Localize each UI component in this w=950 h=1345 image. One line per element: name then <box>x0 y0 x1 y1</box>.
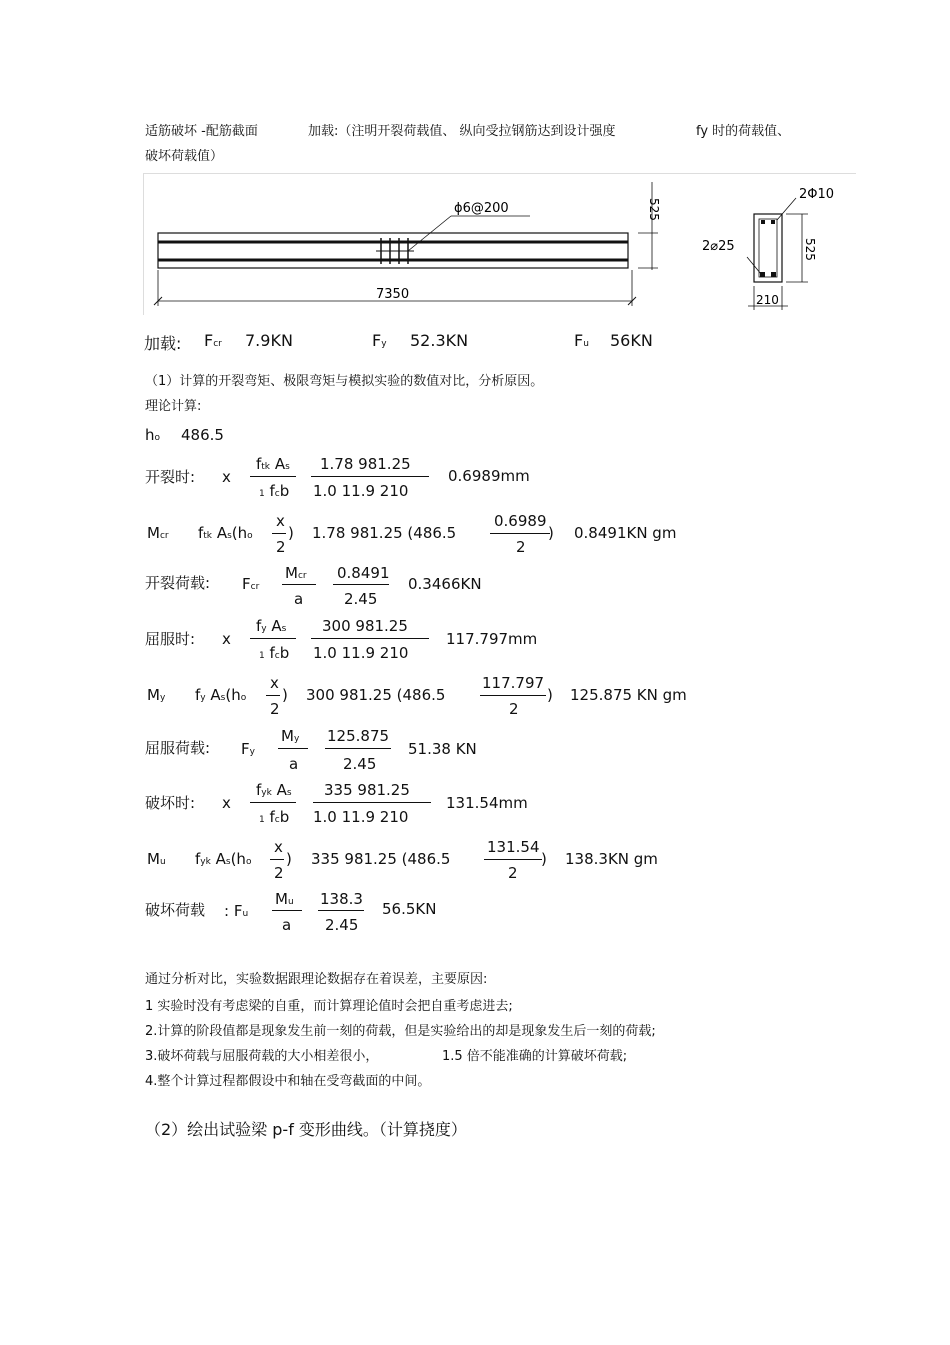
mu-frac-num: 131.54 <box>487 838 540 856</box>
analysis-point-1: 1 实验时没有考虑梁的自重，而计算理论值时会把自重考虑进去; <box>145 999 513 1014</box>
fu-vnum: 138.3 <box>320 890 363 908</box>
fy-F: Fy <box>241 740 255 758</box>
fu-symbol: Fu <box>574 331 589 350</box>
fcr-symbol: Fcr <box>204 331 222 350</box>
fy-label: 屈服荷载: <box>145 739 211 757</box>
question-1: （1）计算的开裂弯矩、极限弯矩与模拟实验的数值对比，分析原因。 <box>145 374 544 389</box>
mu-values: 335 981.25 (486.5 <box>311 850 451 868</box>
mu-frac-den: 2 <box>508 864 518 882</box>
fcr-vnum: 0.8491 <box>337 564 390 582</box>
my-frac-num: 117.797 <box>482 674 545 692</box>
mcr-frac-close: ) <box>548 524 554 542</box>
fu-M: Mu <box>275 890 294 908</box>
mu-x-den: 2 <box>274 864 284 882</box>
yield-num-values: 300 981.25 <box>322 617 408 635</box>
my-frac-close: ) <box>547 686 553 704</box>
bottom-bars-label: 2⌀25 <box>702 239 735 254</box>
stirrup-label: ϕ6@200 <box>454 201 509 216</box>
mu-result: 138.3KN gm <box>565 850 658 868</box>
fu-label: 破坏荷载 <box>145 901 206 919</box>
theory-heading: 理论计算: <box>145 399 202 414</box>
fy-value: 52.3KN <box>410 331 469 350</box>
h0-symbol: ho <box>145 426 161 444</box>
fu-value: 56KN <box>610 331 653 350</box>
header-line2: 破坏荷载值） <box>145 149 224 164</box>
analysis-point-2: 2.计算的阶段值都是现象发生前一刻的荷载，但是实验给出的却是现象发生后一刻的荷载; <box>145 1024 656 1039</box>
mu-symbol: Mu <box>147 850 166 868</box>
fail-result: 131.54mm <box>446 794 528 812</box>
my-x-den: 2 <box>270 700 280 718</box>
top-bars-label: 2Φ10 <box>799 187 835 202</box>
header-part-c: fy 时的荷载值、 <box>696 124 791 139</box>
analysis-point-3a: 3.破坏荷载与屈服荷载的大小相差很小， <box>145 1049 379 1064</box>
section-stirrup <box>759 219 777 277</box>
fail-label: 破坏时: <box>145 794 196 812</box>
fu-a: a <box>282 916 292 934</box>
h0-value: 486.5 <box>181 426 224 444</box>
fy-vden: 2.45 <box>343 755 377 773</box>
beam-figure <box>143 173 856 315</box>
yield-den-symbols: 1 fcb <box>259 644 290 662</box>
fcr-label: 开裂荷载: <box>145 574 211 592</box>
fy-result: 51.38 KN <box>408 740 477 758</box>
mu-x-num: x <box>274 838 283 856</box>
my-frac-den: 2 <box>509 700 519 718</box>
mu-frac-close: ) <box>541 850 547 868</box>
my-symbol: My <box>147 686 166 704</box>
fcr-a: a <box>294 590 304 608</box>
fu-F: : Fu <box>224 902 249 920</box>
fcr-vden: 2.45 <box>344 590 378 608</box>
fail-x: x <box>222 794 231 812</box>
fu-vden: 2.45 <box>325 916 359 934</box>
analysis-intro: 通过分析对比，实验数据跟理论数据存在着误差，主要原因: <box>145 972 488 987</box>
fail-num-symbols: fyk As <box>256 781 292 799</box>
yield-num-symbols: fy As <box>256 617 287 635</box>
mcr-result: 0.8491KN gm <box>574 524 677 542</box>
mcr-close: ) <box>288 524 294 542</box>
fy-symbol: Fy <box>372 331 387 350</box>
mcr-frac-den: 2 <box>516 538 526 556</box>
mcr-formula: ftk As(ho <box>198 524 253 542</box>
crack-num-values: 1.78 981.25 <box>320 455 411 473</box>
my-result: 125.875 KN gm <box>570 686 687 704</box>
fcr-F: Fcr <box>242 575 260 593</box>
fy-M: My <box>281 727 300 745</box>
crack-x: x <box>222 468 231 486</box>
mcr-x-num: x <box>276 512 285 530</box>
fcr-M: Mcr <box>285 564 307 582</box>
header-part-b: 加载:（注明开裂荷载值、 纵向受拉钢筋达到设计强度 <box>308 124 616 139</box>
crack-label: 开裂时: <box>145 468 196 486</box>
section-depth-label: 525 <box>803 238 817 261</box>
mcr-symbol: Mcr <box>147 524 169 542</box>
span-label: 7350 <box>376 287 410 302</box>
fail-num-values: 335 981.25 <box>324 781 410 799</box>
fu-result: 56.5KN <box>382 900 437 918</box>
yield-x: x <box>222 630 231 648</box>
beam-drawing <box>144 174 856 315</box>
section-outline <box>754 214 782 282</box>
mu-formula: fyk As(ho <box>195 850 252 868</box>
mcr-frac-num: 0.6989 <box>494 512 547 530</box>
my-x-num: x <box>270 674 279 692</box>
beam-depth-label: 525 <box>647 198 661 221</box>
fail-den-symbols: 1 fcb <box>259 808 290 826</box>
loading-label: 加载: <box>144 334 182 353</box>
crack-num-symbols: ftk As <box>256 455 290 473</box>
mcr-x-den: 2 <box>276 538 286 556</box>
crack-result: 0.6989mm <box>448 467 530 485</box>
crack-den-values: 1.0 11.9 210 <box>313 482 409 500</box>
analysis-point-3b: 1.5 倍不能准确的计算破坏荷载; <box>442 1049 628 1064</box>
fy-vnum: 125.875 <box>327 727 390 745</box>
crack-fraction-bar <box>250 476 296 477</box>
analysis-point-4: 4.整个计算过程都假设中和轴在受弯截面的中间。 <box>145 1074 431 1089</box>
yield-den-values: 1.0 11.9 210 <box>313 644 409 662</box>
yield-label: 屈服时: <box>145 630 196 648</box>
my-formula: fy As(ho <box>195 686 247 704</box>
header-part-a: 适筋破坏 -配筋截面 <box>145 124 258 139</box>
yield-result: 117.797mm <box>446 630 538 648</box>
my-values: 300 981.25 (486.5 <box>306 686 446 704</box>
my-close: ) <box>282 686 288 704</box>
mu-close: ) <box>286 850 292 868</box>
mcr-values: 1.78 981.25 (486.5 <box>312 524 457 542</box>
crack-values-bar <box>311 476 429 477</box>
section-width-label: 210 <box>756 293 779 307</box>
crack-den-symbols: 1 fcb <box>259 482 290 500</box>
fy-a: a <box>289 755 299 773</box>
fail-den-values: 1.0 11.9 210 <box>313 808 409 826</box>
question-2: （2）绘出试验梁 p-f 变形曲线。（计算挠度） <box>145 1120 467 1139</box>
fcr-value: 7.9KN <box>245 331 293 350</box>
fcr-result: 0.3466KN <box>408 575 482 593</box>
